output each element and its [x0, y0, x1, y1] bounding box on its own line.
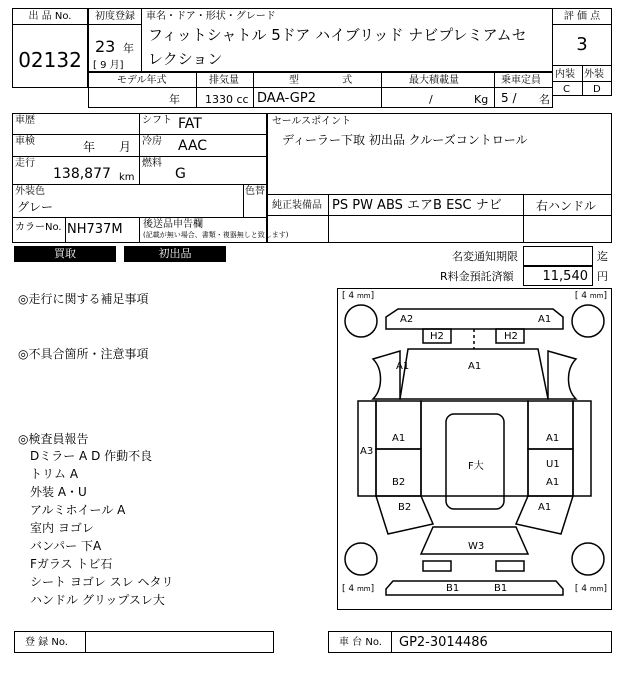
inspection-year: 年: [83, 140, 96, 154]
driving-heading: ◎走行に関する補足事項: [18, 292, 149, 306]
chassis-no: GP2-3014486: [399, 635, 488, 650]
inspector-item: バンパー 下A: [30, 539, 102, 553]
defects-heading: ◎不具合箇所・注意事項: [18, 347, 149, 361]
first-reg-label: 初度登録: [89, 11, 141, 25]
mark-rear-bumper-right: B1: [494, 583, 508, 594]
interior-label: 内装: [555, 69, 575, 80]
exterior-grade: D: [593, 84, 601, 95]
tire-front-left: [345, 305, 377, 337]
lot-no-label: 出 品 No.: [13, 11, 87, 25]
sales-point: ディーラー下取 初出品 クルーズコントロール: [282, 133, 528, 147]
rear-door-left: [376, 449, 421, 496]
history-label: 車歴: [15, 115, 35, 126]
buy-tag: 買取: [14, 246, 116, 262]
eq-v1: [328, 195, 329, 215]
inspector-heading: ◎検査員報告: [18, 432, 89, 446]
inspection-label: 車検: [15, 136, 35, 147]
mark-rear-fender-left: B2: [398, 502, 412, 513]
chassis-box: [328, 631, 612, 653]
rear-bumper: [386, 581, 563, 595]
taillight-right: [496, 561, 524, 571]
taillight-left: [423, 561, 451, 571]
score-label: 評 価 点: [553, 11, 611, 25]
mileage-label: 走行: [15, 158, 35, 169]
displacement: 1330 cc: [205, 93, 249, 106]
spec-col3: [381, 73, 382, 107]
chassis-divider: [391, 632, 392, 652]
first-reg-year: 23: [95, 37, 116, 56]
car-diagram-svg: [338, 289, 611, 609]
mark-rear-glass: W3: [468, 541, 485, 552]
mark-rear-door-right-1: U1: [546, 459, 560, 470]
side-right: [573, 401, 591, 496]
equipment: PS PW ABS エアB ESC ナビ: [332, 198, 502, 213]
recycle-field: [523, 266, 593, 286]
exterior-label: 外装: [584, 69, 604, 80]
spec-row: [88, 72, 553, 108]
first-reg-year-unit: 年: [123, 42, 134, 55]
color-label: 外装色: [15, 186, 45, 197]
reg-no-label: 登 録 No.: [25, 637, 68, 648]
max-load-unit: Kg: [474, 93, 489, 106]
car-diagram: [337, 288, 612, 610]
car-name-box: [141, 8, 553, 72]
model-code: DAA-GP2: [257, 91, 316, 106]
grade-hdivider: [553, 81, 611, 82]
eq-v2: [523, 195, 524, 215]
capacity-value: 5 /: [501, 91, 517, 105]
shift-label: シフト: [142, 115, 172, 126]
color-no-label: カラーNo.: [15, 222, 62, 233]
det-v4: [139, 217, 140, 242]
ac-label: 冷房: [142, 136, 162, 147]
recycle-value: 11,540: [542, 269, 588, 284]
fuel-label: 燃料: [142, 158, 162, 169]
score-box: [552, 8, 612, 96]
mileage: 138,877: [53, 166, 111, 182]
ac: AAC: [178, 138, 208, 154]
fender-left: [373, 351, 400, 399]
sales-point-label: セールスポイント: [272, 116, 352, 127]
reg-no-divider: [85, 632, 86, 652]
deadline-unit: 迄: [597, 250, 608, 263]
shift: FAT: [178, 116, 202, 132]
color-change-label: 色替: [245, 186, 265, 197]
hood: [400, 349, 548, 399]
mark-headlight-left: H2: [430, 331, 444, 342]
cabin: [421, 401, 528, 496]
reg-no-box: [14, 631, 274, 653]
equipment-label: 純正装備品: [272, 200, 322, 211]
inspector-item: ハンドル グリップスレ大: [30, 593, 165, 607]
capacity-unit: 名: [539, 93, 550, 106]
deadline-field: [523, 246, 593, 266]
color: グレー: [17, 200, 54, 214]
first-reg-month: [ 9 月]: [93, 60, 124, 71]
tire-front-right: [572, 305, 604, 337]
spec-col4: [494, 73, 495, 107]
car-name-line1: フィットシャトル 5ドア ハイブリッド ナビプレミアムセ: [148, 26, 527, 44]
spec-row-divider: [89, 87, 552, 88]
first-reg-box: [88, 8, 142, 72]
deadline-label: 名変通知期限: [452, 250, 518, 263]
inspector-item: シート ヨゴレ スレ ヘタリ: [30, 575, 174, 589]
handle: 右ハンドル: [536, 199, 597, 213]
lot-no: 02132: [18, 48, 82, 72]
inspector-item: 室内 ヨゴレ: [30, 521, 94, 535]
inspection-month: 月: [119, 140, 132, 154]
mark-front-bumper-left: A2: [400, 314, 414, 325]
tire-label-fl: [ 4 mm]: [342, 291, 375, 301]
aftermarket-note: (記載が無い場合、書類・複器無しと致します): [143, 231, 289, 239]
interior-grade: C: [563, 84, 570, 95]
mark-front-door-left: A1: [392, 433, 406, 444]
mark-rear-door-right-2: A1: [546, 477, 560, 488]
fender-right: [548, 351, 576, 399]
tire-label-fr: [ 4 mm]: [574, 291, 607, 301]
tire-label-rl: [ 4 mm]: [342, 584, 375, 594]
blank-v2: [523, 216, 524, 242]
car-name-label: 車名・ドア・形状・グレード: [146, 11, 276, 22]
mark-fender-left: A1: [396, 361, 410, 372]
tire-rear-left: [345, 543, 377, 575]
recycle-unit: 円: [597, 270, 608, 283]
mark-rocker-left: A3: [360, 446, 374, 457]
mark-rear-fender-right: A1: [538, 502, 552, 513]
displacement-label: 排気量: [209, 75, 239, 86]
model-year-unit: 年: [169, 93, 180, 106]
first-listing-tag: 初出品: [124, 246, 226, 262]
aftermarket-label: 後送品申告欄: [143, 219, 203, 230]
mark-headlight-right: H2: [504, 331, 518, 342]
blank-box: [267, 215, 612, 243]
details-box: [12, 113, 289, 243]
rear-door-right: [528, 449, 573, 496]
color-no: NH737M: [67, 222, 123, 237]
mark-rear-bumper-left: B1: [446, 583, 460, 594]
mileage-unit: km: [119, 172, 135, 183]
mark-front-bumper-right: A1: [538, 314, 552, 325]
equipment-box: [267, 194, 612, 216]
mark-hood: A1: [468, 361, 482, 372]
model-label: 型 式: [289, 75, 353, 86]
mark-rear-door-left: B2: [392, 477, 406, 488]
tire-label-rr: [ 4 mm]: [574, 584, 607, 594]
inspector-item: Dミラー A D 作動不良: [30, 449, 153, 463]
max-load-label: 最大積載量: [409, 75, 459, 86]
inspector-item: 外装 A・U: [30, 485, 87, 499]
mark-front-door-right: A1: [546, 433, 560, 444]
spec-col1: [196, 73, 197, 107]
blank-v1: [328, 216, 329, 242]
inspector-item: トリム A: [30, 467, 79, 481]
score: 3: [576, 34, 588, 55]
lot-no-box: [12, 8, 88, 88]
grade-vdivider: [582, 65, 583, 95]
fuel: G: [175, 166, 186, 182]
inspector-item: Fガラス トビ石: [30, 557, 113, 571]
sales-point-box: [267, 113, 612, 195]
mark-windshield: F大: [468, 461, 484, 472]
inspector-item: アルミホイール A: [30, 503, 126, 517]
recycle-label: R料金預託済額: [440, 270, 514, 283]
chassis-label: 車 台 No.: [339, 637, 382, 648]
model-year-label: モデル年式: [117, 75, 167, 86]
max-load-value: /: [429, 93, 433, 106]
det-h3: [13, 184, 266, 185]
car-name-line2: レクション: [148, 50, 223, 68]
det-v1: [139, 114, 140, 184]
tire-rear-right: [572, 543, 604, 575]
spec-col2: [253, 73, 254, 107]
det-v3: [65, 217, 66, 242]
det-v2: [243, 184, 244, 217]
capacity-label: 乗車定員: [501, 75, 541, 86]
